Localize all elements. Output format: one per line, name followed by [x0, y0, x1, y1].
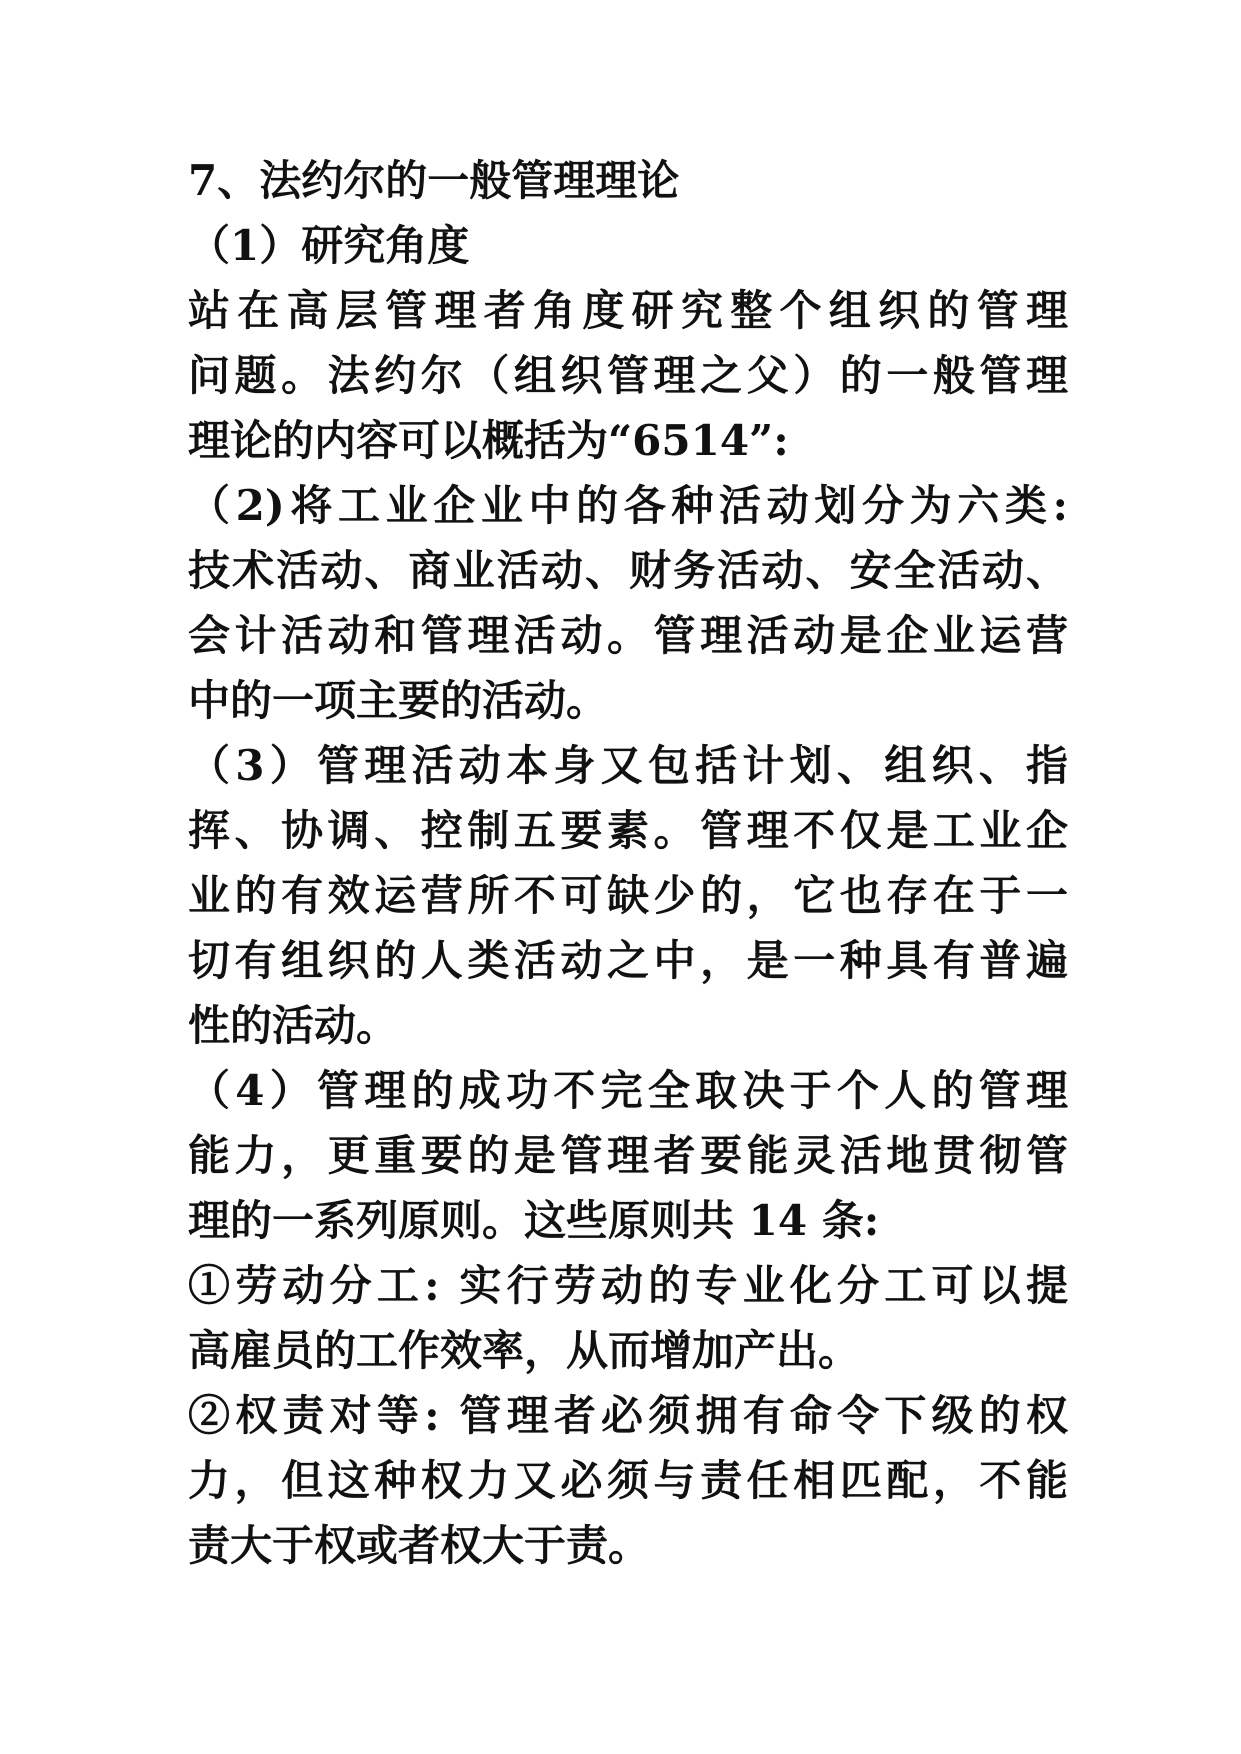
paragraph-line: （2)将工业企业中的各种活动划分为六类: — [188, 481, 1068, 530]
paragraph-line: 问题。法约尔（组织管理之父）的一般管理 — [188, 351, 1068, 400]
paragraph-line: 挥、协调、控制五要素。管理不仅是工业企 — [188, 806, 1068, 855]
principle-line: ①劳动分工: 实行劳动的专业化分工可以提 — [188, 1261, 1068, 1310]
paragraph-line: 性的活动。 — [188, 1001, 399, 1050]
principle-line: 责大于权或者权大于责。 — [188, 1521, 651, 1570]
paragraph-line: 切有组织的人类活动之中，是一种具有普遍 — [188, 936, 1068, 985]
principle-line: 高雇员的工作效率，从而增加产出。 — [188, 1326, 861, 1375]
subsection-heading: （1）研究角度 — [188, 221, 470, 270]
principle-line: ②权责对等: 管理者必须拥有命令下级的权 — [188, 1391, 1068, 1440]
paragraph-line: 业的有效运营所不可缺少的，它也存在于一 — [188, 871, 1068, 920]
paragraph-line: 会计活动和管理活动。管理活动是企业运营 — [188, 611, 1068, 660]
paragraph-line: （3）管理活动本身又包括计划、组织、指 — [188, 741, 1068, 790]
paragraph-line: 中的一项主要的活动。 — [188, 676, 609, 725]
document-body — [188, 148, 1068, 1578]
section-heading: 7、法约尔的一般管理理论 — [188, 156, 680, 205]
paragraph-line: 能力，更重要的是管理者要能灵活地贯彻管 — [188, 1131, 1068, 1180]
paragraph-line: 理的一系列原则。这些原则共 14 条: — [188, 1196, 880, 1245]
paragraph-line: 技术活动、商业活动、财务活动、安全活动、 — [188, 546, 1068, 595]
principle-line: 力，但这种权力又必须与责任相匹配，不能 — [188, 1456, 1068, 1505]
paragraph-line: 站在高层管理者角度研究整个组织的管理 — [188, 286, 1068, 335]
paragraph-line: 理论的内容可以概括为“6514”: — [188, 416, 789, 465]
paragraph-line: （4）管理的成功不完全取决于个人的管理 — [188, 1066, 1068, 1115]
